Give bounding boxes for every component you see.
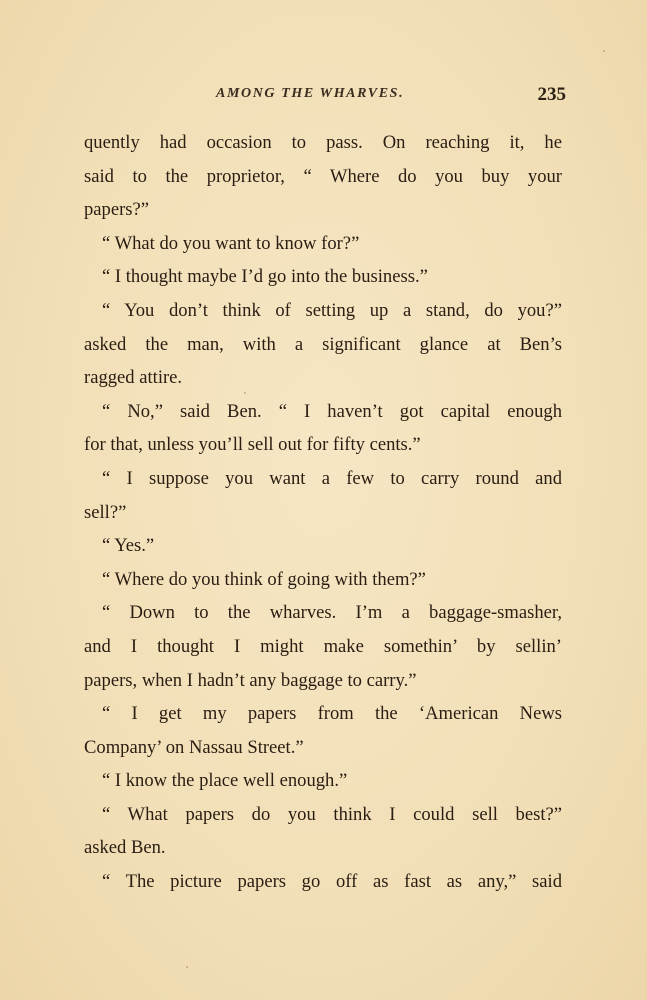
text-line: “ Where do you think of going with them?” bbox=[102, 568, 426, 590]
text-line: “ The picture papers go off as fast as any,” said bbox=[102, 871, 562, 893]
running-head bbox=[84, 84, 566, 110]
text-line: Company’ on Nassau Street.” bbox=[84, 736, 304, 758]
text-line: ragged attire. bbox=[84, 367, 183, 389]
text-line: papers, when I hadn’t any baggage to carry.” bbox=[84, 669, 417, 691]
text-body bbox=[84, 126, 562, 899]
text-line: “ I suppose you want a few to carry round and bbox=[102, 467, 562, 489]
text-line: “ What papers do you think I could sell best?” bbox=[102, 803, 562, 825]
text-line: quently had occasion to pass. On reaching it, he bbox=[84, 132, 562, 153]
text-line: sell?” bbox=[84, 501, 127, 523]
text-line: said to the proprietor, “ Where do you buy your bbox=[84, 165, 562, 187]
text-line: asked Ben. bbox=[84, 837, 166, 859]
paper-speck bbox=[186, 966, 188, 968]
running-title: AMONG THE WHARVES. bbox=[216, 86, 405, 101]
text-line: papers?” bbox=[84, 199, 150, 221]
page-number: 235 bbox=[537, 84, 566, 105]
text-line: “ No,” said Ben. “ I haven’t got capital enough bbox=[102, 400, 562, 422]
text-line: “ Down to the wharves. I’m a baggage-smasher, bbox=[102, 602, 562, 624]
paper-speck bbox=[244, 392, 246, 394]
text-line: “ I know the place well enough.” bbox=[102, 770, 348, 792]
text-line: “ I get my papers from the ‘American News bbox=[102, 703, 562, 725]
text-line: asked the man, with a significant glance at Ben’s bbox=[84, 333, 562, 355]
text-line: “ You don’t think of setting up a stand, do you?” bbox=[102, 299, 562, 321]
text-line: and I thought I might make somethin’ by sellin’ bbox=[84, 635, 562, 657]
text-line: “ Yes.” bbox=[102, 535, 155, 557]
text-line: for that, unless you’ll sell out for fifty cents.” bbox=[84, 434, 421, 456]
text-line: “ What do you want to know for?” bbox=[102, 232, 360, 254]
text-line: “ I thought maybe I’d go into the business.” bbox=[102, 266, 428, 288]
paper-speck bbox=[603, 50, 605, 52]
